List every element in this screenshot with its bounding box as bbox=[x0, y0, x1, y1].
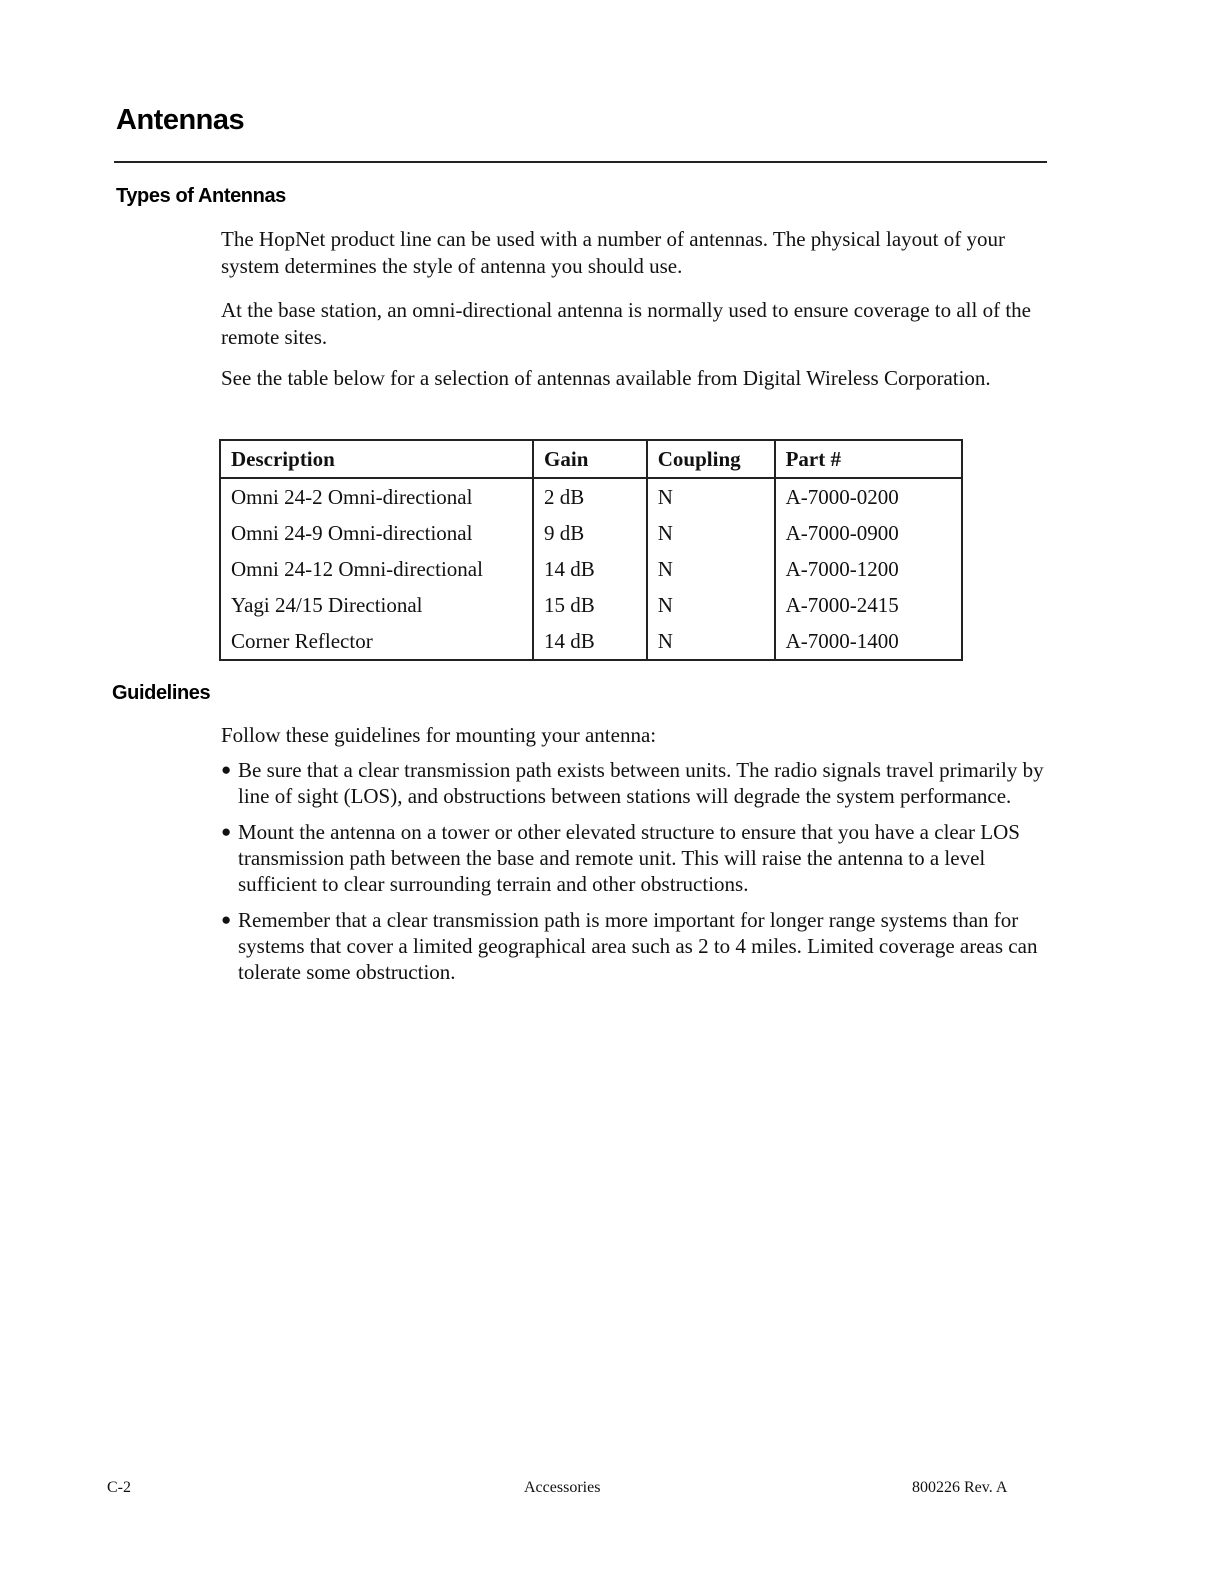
cell-description: Yagi 24/15 Directional bbox=[220, 587, 533, 623]
cell-gain: 2 dB bbox=[533, 478, 647, 515]
cell-coupling: N bbox=[647, 587, 775, 623]
cell-gain: 14 dB bbox=[533, 551, 647, 587]
table-row bbox=[220, 587, 962, 623]
cell-coupling: N bbox=[647, 623, 775, 660]
cell-gain: 14 dB bbox=[533, 623, 647, 660]
guidelines-list bbox=[221, 757, 1051, 995]
list-item-text: Be sure that a clear transmission path exists between units. The radio signals travel primarily by line of sight (LOS), and obstructions between stations will degrade the system performance. bbox=[238, 758, 1044, 808]
table-header-row bbox=[220, 440, 962, 478]
table-row bbox=[220, 515, 962, 551]
cell-gain: 9 dB bbox=[533, 515, 647, 551]
list-item bbox=[221, 907, 1051, 985]
cell-part: A-7000-2415 bbox=[775, 587, 962, 623]
title-divider bbox=[114, 161, 1047, 163]
page-title: Antennas bbox=[116, 104, 245, 136]
bullet-icon: ● bbox=[221, 910, 232, 929]
column-header-description: Description bbox=[220, 440, 533, 478]
antenna-table bbox=[219, 439, 963, 661]
guidelines-intro: Follow these guidelines for mounting your antenna: bbox=[221, 723, 657, 747]
section-heading-guidelines: Guidelines bbox=[112, 682, 211, 704]
cell-coupling: N bbox=[647, 551, 775, 587]
table-row bbox=[220, 551, 962, 587]
paragraph-base-station: At the base station, an omni-directional antenna is normally used to ensure coverage to all of the remote sites. bbox=[221, 298, 1031, 349]
list-item bbox=[221, 757, 1051, 809]
cell-part: A-7000-1400 bbox=[775, 623, 962, 660]
column-header-gain: Gain bbox=[533, 440, 647, 478]
footer-page-number: C-2 bbox=[107, 1479, 131, 1496]
section-heading-types: Types of Antennas bbox=[116, 185, 286, 207]
footer-doc-revision: 800226 Rev. A bbox=[912, 1479, 1008, 1496]
table-row bbox=[220, 623, 962, 660]
cell-coupling: N bbox=[647, 478, 775, 515]
list-item-text: Remember that a clear transmission path is more important for longer range systems than for systems that cover a limited geographical area such as 2 to 4 miles. Limited coverage areas can tolerate some obstruction. bbox=[238, 908, 1038, 984]
list-item-text: Mount the antenna on a tower or other elevated structure to ensure that you have a clear LOS transmission path between the base and remote unit. This will raise the antenna to a level sufficient to clear surrounding terrain and other obstructions. bbox=[238, 820, 1020, 896]
cell-part: A-7000-0900 bbox=[775, 515, 962, 551]
cell-gain: 15 dB bbox=[533, 587, 647, 623]
bullet-icon: ● bbox=[221, 822, 232, 841]
cell-description: Omni 24-12 Omni-directional bbox=[220, 551, 533, 587]
list-item bbox=[221, 819, 1051, 897]
bullet-icon: ● bbox=[221, 760, 232, 779]
paragraph-see-table: See the table below for a selection of antennas available from Digital Wireless Corporation. bbox=[221, 366, 991, 390]
cell-part: A-7000-0200 bbox=[775, 478, 962, 515]
column-header-part: Part # bbox=[775, 440, 962, 478]
paragraph-intro: The HopNet product line can be used with a number of antennas. The physical layout of your system determines the style of antenna you should use. bbox=[221, 227, 1005, 278]
cell-part: A-7000-1200 bbox=[775, 551, 962, 587]
cell-coupling: N bbox=[647, 515, 775, 551]
cell-description: Corner Reflector bbox=[220, 623, 533, 660]
table-row bbox=[220, 478, 962, 515]
footer-section-name: Accessories bbox=[524, 1479, 601, 1496]
cell-description: Omni 24-2 Omni-directional bbox=[220, 478, 533, 515]
column-header-coupling: Coupling bbox=[647, 440, 775, 478]
cell-description: Omni 24-9 Omni-directional bbox=[220, 515, 533, 551]
